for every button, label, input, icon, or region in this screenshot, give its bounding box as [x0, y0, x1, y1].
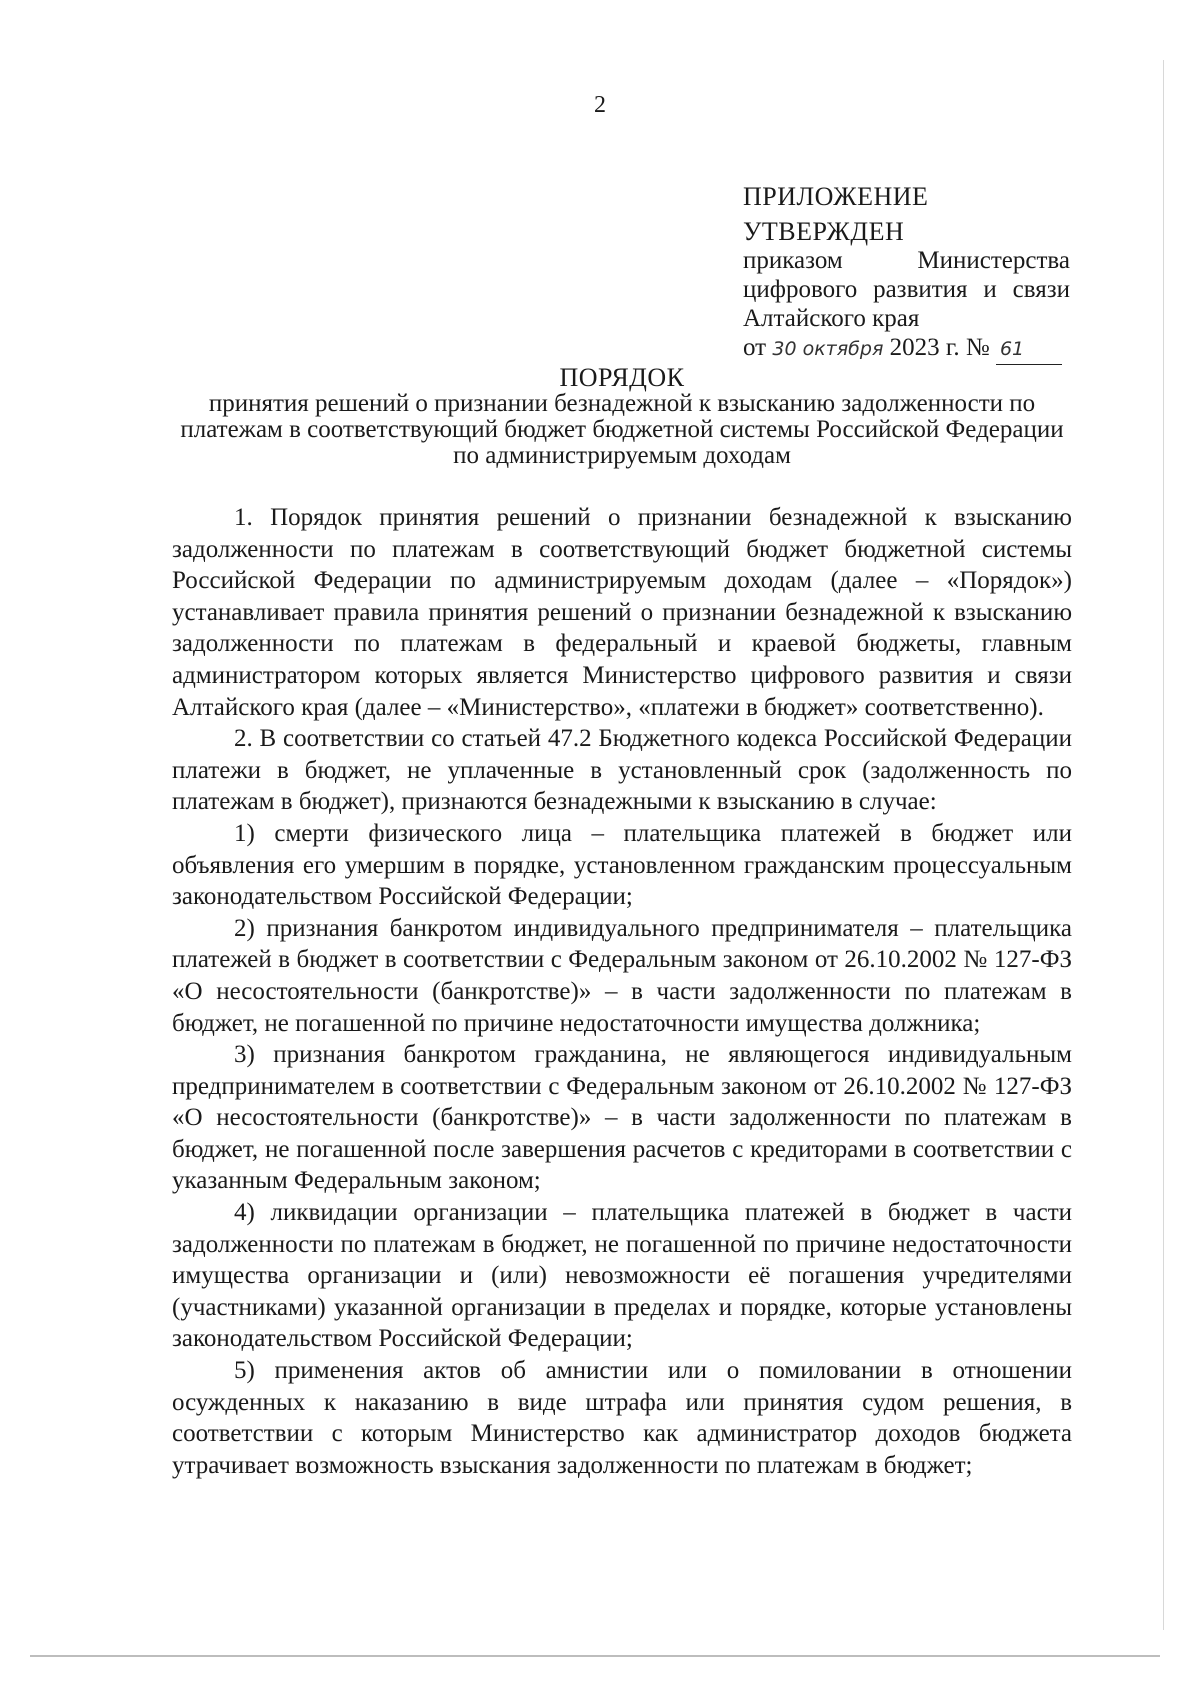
document-body — [172, 502, 1072, 1481]
document-subtitle: принятия решений о признании безнадежной к взысканию задолженности по платежам в соответствующий бюджет бюджетной системы Российской Федерации по администрируемым доходам — [180, 390, 1064, 469]
paragraph-2-item-4: 4) ликвидации организации – плательщика платежей в бюджет в части задолженности по платежам в бюджет, не погашенной по причине недостаточности имущества организации и (или) невозможности её погашения учредителями (участниками) указанной организации в пределах и порядке, которые установлены законодательством Российской Федерации; — [172, 1199, 1072, 1353]
date-prefix: от — [743, 334, 767, 361]
date-year: 2023 г. № — [889, 334, 990, 361]
approval-line-order: приказом Министерства — [743, 247, 1070, 274]
paragraph-2: 2. В соответствии со статьей 47.2 Бюджетного кодекса Российской Федерации платежи в бюджет, не уплаченные в установленный срок (задолженность по платежам в бюджет), признаются безнадежными к взысканию в случае: — [172, 725, 1072, 816]
approval-line-region: Алтайского края — [743, 305, 920, 332]
paragraph-1: 1. Порядок принятия решений о признании безнадежной к взысканию задолженности по платежам в соответствующий бюджет бюджетной системы Российской Федерации по администрируемым доходам (далее – «Порядок») устанавливает правила принятия решений о признании безнадежной к взысканию задолженности по платежам в федеральный и краевой бюджеты, главным администратором которых является Министерство цифрового развития и связи Алтайского края (далее – «Министерство», «платежи в бюджет» соответственно). — [172, 504, 1072, 721]
appendix-heading: ПРИЛОЖЕНИЕ — [743, 182, 929, 211]
page-number: 2 — [594, 92, 606, 118]
document-title-block — [172, 365, 1072, 469]
approval-line-ministry: цифрового развития и связи — [743, 276, 1070, 303]
handwritten-date: 30 октября — [772, 338, 884, 360]
handwritten-order-number: 61 — [996, 335, 1062, 365]
approval-date-line — [743, 333, 1070, 365]
scan-edge-right — [1163, 60, 1164, 1630]
approved-label: УТВЕРЖДЕН — [743, 217, 905, 246]
document-title: ПОРЯДОК — [559, 363, 685, 392]
paragraph-2-item-5: 5) применения актов об амнистии или о помиловании в отношении осужденных к наказанию в виде штрафа или принятия судом решения, в соответствии с которым Министерство как администратор доходов бюджета утрачивает возможность взыскания задолженности по платежам в бюджет; — [172, 1357, 1072, 1479]
appendix-block — [743, 182, 1070, 365]
scan-edge-bottom — [30, 1655, 1160, 1657]
paragraph-2-item-1: 1) смерти физического лица – плательщика платежей в бюджет или объявления его умершим в порядке, установленном гражданским процессуальным законодательством Российской Федерации; — [172, 819, 1072, 911]
paragraph-2-item-2: 2) признания банкротом индивидуального предпринимателя – плательщика платежей в бюджет в соответствии с Федеральным законом от 26.10.2002 № 127-ФЗ «О несостоятельности (банкротстве)» – в части задолженности по платежам в бюджет, не погашенной по причине недостаточности имущества должника; — [172, 914, 1072, 1037]
paragraph-2-item-3: 3) признания банкротом гражданина, не являющегося индивидуальным предпринимателем в соответствии с Федеральным законом от 26.10.2002 № 127-ФЗ «О несостоятельности (банкротстве)» – в части задолженности по платежам в бюджет, не погашенной после завершения расчетов с кредиторами в соответствии с указанным Федеральным законом; — [172, 1041, 1072, 1195]
